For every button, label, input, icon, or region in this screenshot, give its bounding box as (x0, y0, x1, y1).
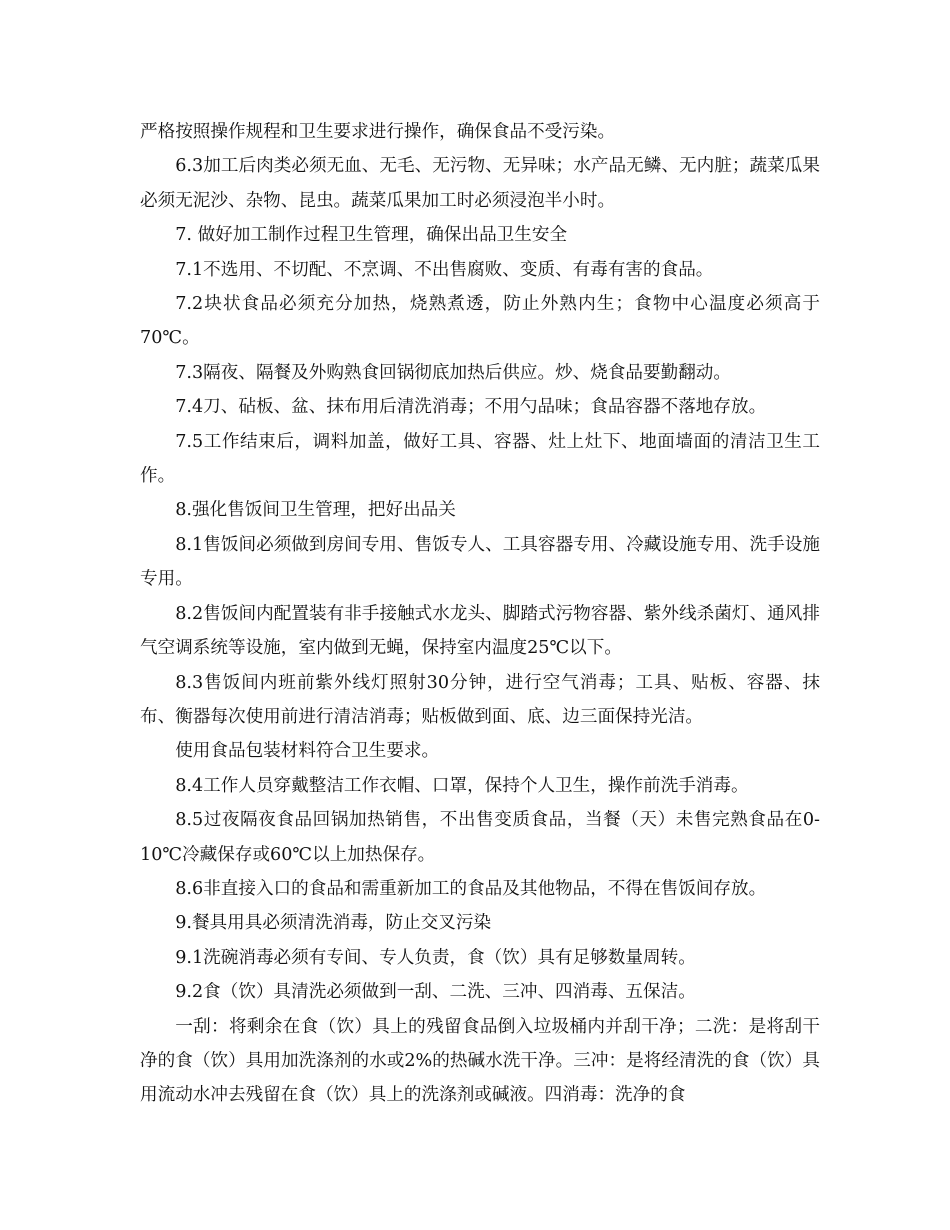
section-heading: 8.强化售饭间卫生管理，把好出品关 (175, 500, 456, 521)
section-heading: 7. 做好加工制作过程卫生管理，确保出品卫生安全 (175, 225, 568, 246)
paragraph: 9.1洗碗消毒必须有专间、专人负责，食（饮）具有足够数量周转。 (175, 947, 696, 968)
section-heading: 9.餐具用具必须清洗消毒，防止交叉污染 (175, 913, 492, 934)
paragraph: 8.3售饭间内班前紫外线灯照射30分钟，进行空气消毒；工具、贴板、容器、抹布、衡器每次使用前进行清洁消毒；贴板做到面、底、边三面保持光洁。 (140, 672, 820, 727)
paragraph: 7.2块状食品必须充分加热，烧熟煮透，防止外熟内生；食物中心温度必须高于70℃。 (140, 294, 820, 349)
paragraph: 8.5过夜隔夜食品回锅加热销售，不出售变质食品，当餐（天）未售完熟食品在0-10℃冷藏保存或60℃以上加热保存。 (140, 810, 820, 865)
paragraph: 8.1售饭间必须做到房间专用、售饭专人、工具容器专用、冷藏设施专用、洗手设施专用。 (140, 534, 820, 590)
paragraph: 9.2食（饮）具清洗必须做到一刮、二洗、三冲、四消毒、五保洁。 (175, 982, 696, 1003)
paragraph: 使用食品包装材料符合卫生要求。 (175, 741, 440, 762)
paragraph: 6.3加工后肉类必须无血、无毛、无污物、无异味；水产品无鳞、无内脏；蔬菜瓜果必须无泥沙、杂物、昆虫。蔬菜瓜果加工时必须浸泡半小时。 (140, 156, 820, 211)
paragraph: 7.5工作结束后，调料加盖，做好工具、容器、灶上灶下、地面墙面的清洁卫生工作。 (140, 431, 820, 487)
paragraph: 一刮：将剩余在食（饮）具上的残留食品倒入垃圾桶内并刮干净；二洗：是将刮干净的食（饮）具用加洗涤剂的水或2%的热碱水洗干净。三冲：是将经清洗的食（饮）具用流动水冲去残留在食（饮）具上的洗涤剂或碱液。四消毒：洗净的食 (140, 1016, 820, 1106)
paragraph: 7.4刀、砧板、盆、抹布用后清洗消毒；不用勺品味；食品容器不落地存放。 (175, 397, 767, 418)
paragraph: 8.4工作人员穿戴整洁工作衣帽、口罩，保持个人卫生，操作前洗手消毒。 (175, 775, 749, 796)
paragraph: 8.2售饭间内配置装有非手接触式水龙头、脚踏式污物容器、紫外线杀菌灯、通风排气空调系统等设施，室内做到无蝇，保持室内温度25℃以下。 (140, 603, 820, 659)
paragraph: 7.3隔夜、隔餐及外购熟食回锅彻底加热后供应。炒、烧食品要勤翻动。 (175, 362, 731, 383)
paragraph: 7.1不选用、不切配、不烹调、不出售腐败、变质、有毒有害的食品。 (175, 259, 714, 280)
document-body (140, 115, 820, 1113)
paragraph: 8.6非直接入口的食品和需重新加工的食品及其他物品，不得在售饭间存放。 (175, 878, 767, 899)
paragraph: 严格按照操作规程和卫生要求进行操作，确保食品不受污染。 (140, 122, 616, 142)
